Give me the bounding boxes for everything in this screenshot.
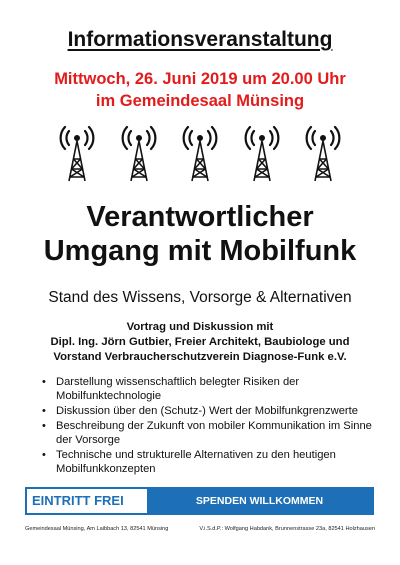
main-title-line1: Verantwortlicher: [86, 201, 314, 233]
radio-tower-icon: [120, 125, 158, 183]
list-item: [40, 404, 380, 418]
bullet-icon: •: [42, 376, 46, 388]
admission-banner: [25, 487, 374, 515]
event-venue: im Gemeindesaal Münsing: [95, 92, 305, 110]
header-title: Informationsveranstaltung: [67, 28, 333, 51]
talk-line-2: Dipl. Ing. Jörn Gutbier, Freier Architekt, Baubiologe und: [50, 336, 350, 348]
main-title-line2: Umgang mit Mobilfunk: [43, 235, 357, 267]
footer-imprint: V.i.S.d.P.: Wolfgang Habdank, Brunnenstrasse 23a, 82541 Holzhausen: [199, 526, 375, 532]
talk-info: [0, 320, 400, 365]
event-date: Mittwoch, 26. Juni 2019 um 20.00 Uhr: [54, 70, 346, 88]
list-item-text: Technische und strukturelle Alternativen zu den heutigen Mobilfunkkonzepten: [56, 449, 336, 475]
list-item-text: Darstellung wissenschaftlich belegter Risiken der Mobilfunktechnologie: [56, 376, 300, 402]
list-item: [40, 419, 380, 447]
list-item-text: Beschreibung der Zukunft von mobiler Kommunikation im Sinne der Vorsorge: [56, 420, 372, 446]
bullet-icon: •: [42, 449, 46, 461]
list-item: [40, 448, 380, 476]
donations-label: SPENDEN WILLKOMMEN: [147, 489, 372, 513]
talk-line-1: Vortrag und Diskussion mit: [126, 321, 274, 333]
subtitle: Stand des Wissens, Vorsorge & Alternativen: [48, 289, 352, 306]
list-item: [40, 375, 380, 403]
radio-tower-icon: [304, 125, 342, 183]
radio-tower-icon: [243, 125, 281, 183]
main-title: [0, 200, 400, 268]
topic-list: [40, 375, 380, 477]
tower-icon-row: [58, 125, 342, 185]
list-item-text: Diskussion über den (Schutz-) Wert der Mobilfunkgrenzwerte: [56, 405, 358, 417]
bullet-icon: •: [42, 405, 46, 417]
radio-tower-icon: [181, 125, 219, 183]
radio-tower-icon: [58, 125, 96, 183]
footer-venue-address: Gemeindesaal Münsing, Am Laibbach 13, 82541 Münsing: [25, 526, 169, 532]
bullet-icon: •: [42, 420, 46, 432]
talk-line-3: Vorstand Verbraucherschutzverein Diagnose-Funk e.V.: [53, 351, 347, 363]
free-entry-label: EINTRITT FREI: [27, 489, 147, 513]
